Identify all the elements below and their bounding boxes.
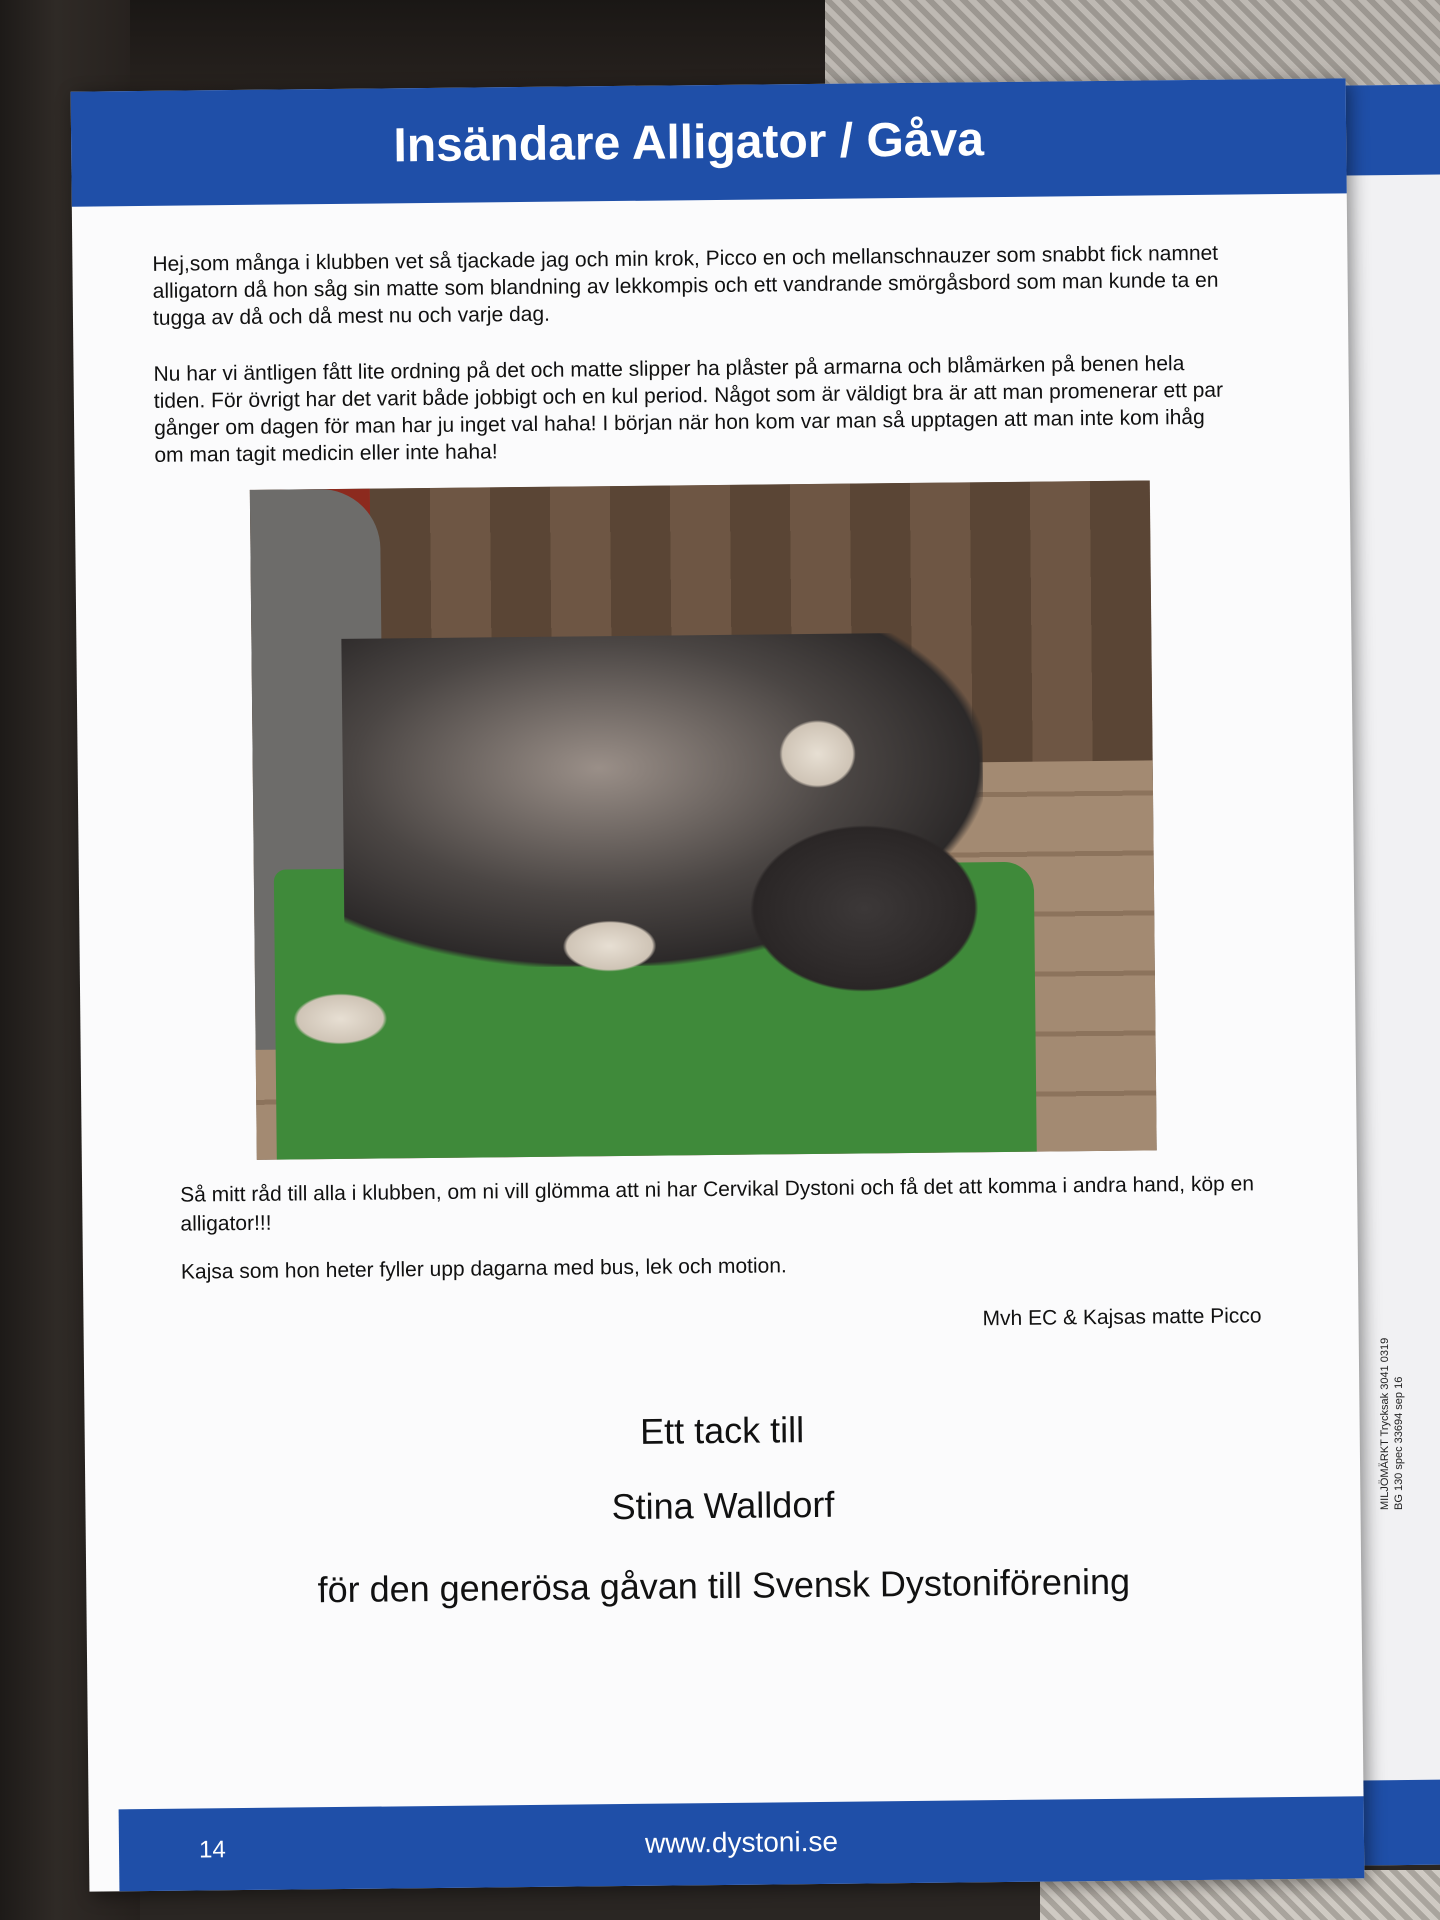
page-title: Insändare Alligator / Gåva <box>393 113 985 173</box>
print-mark-line-1: MILJÖMÄRKT Trycksak 3041 0319 <box>1379 1337 1391 1510</box>
article-paragraph-1: Hej,som många i klubben vet så tjackade jag och min krok, Picco en och mellanschnauzer som snabbt fick namnet alligatorn då hon såg sin matte som blandning av lekkompis och ett vandrande smörgåsbord som man kunde ta en tugga av då och då mest nu och varje dag. <box>152 241 1219 330</box>
photo-dog-head <box>733 812 995 1005</box>
print-mark-line-2: BG 130 spec 33694 sep 16 <box>1393 1376 1405 1510</box>
page-number: 14 <box>198 1836 226 1864</box>
page-header <box>71 78 1347 206</box>
dog-photo <box>250 480 1157 1159</box>
photo-dog-paw <box>285 988 396 1049</box>
page-footer <box>119 1796 1365 1891</box>
photo-dog-paw <box>554 916 665 977</box>
footer-url: www.dystoni.se <box>644 1825 839 1859</box>
article-paragraph-3: Så mitt råd till alla i klubben, om ni vill glömma att ni har Cervikal Dystoni och få det att komma i andra hand, köp en alligator!!! <box>180 1172 1255 1236</box>
article-paragraph-2: Nu har vi äntligen fått lite ordning på det och matte slipper ha plåster på armarna och blåmärken på benen hela tiden. För övrigt har det varit både jobbigt och en kul period. Något som är väldigt bra är att man promenerar ett par gånger om dagen för man har ju inget val haha! I början när hon kom var man så upptagen att man inte kom ihåg om man tagit medicin eller inte haha! <box>153 352 1224 467</box>
article-signoff: Mvh EC & Kajsas matte Picco <box>982 1304 1262 1331</box>
thanks-name: Stina Walldorf <box>611 1483 835 1528</box>
magazine-page <box>71 78 1365 1891</box>
thanks-line-1: Ett tack till <box>639 1409 805 1452</box>
article-paragraph-4: Kajsa som hon heter fyller upp dagarna med bus, lek och motion. <box>180 1254 787 1284</box>
thanks-line-3: för den generösa gåvan till Svensk Dystoniförening <box>317 1560 1131 1611</box>
photo-dog-paw <box>772 713 863 794</box>
print-mark <box>1378 1210 1406 1510</box>
